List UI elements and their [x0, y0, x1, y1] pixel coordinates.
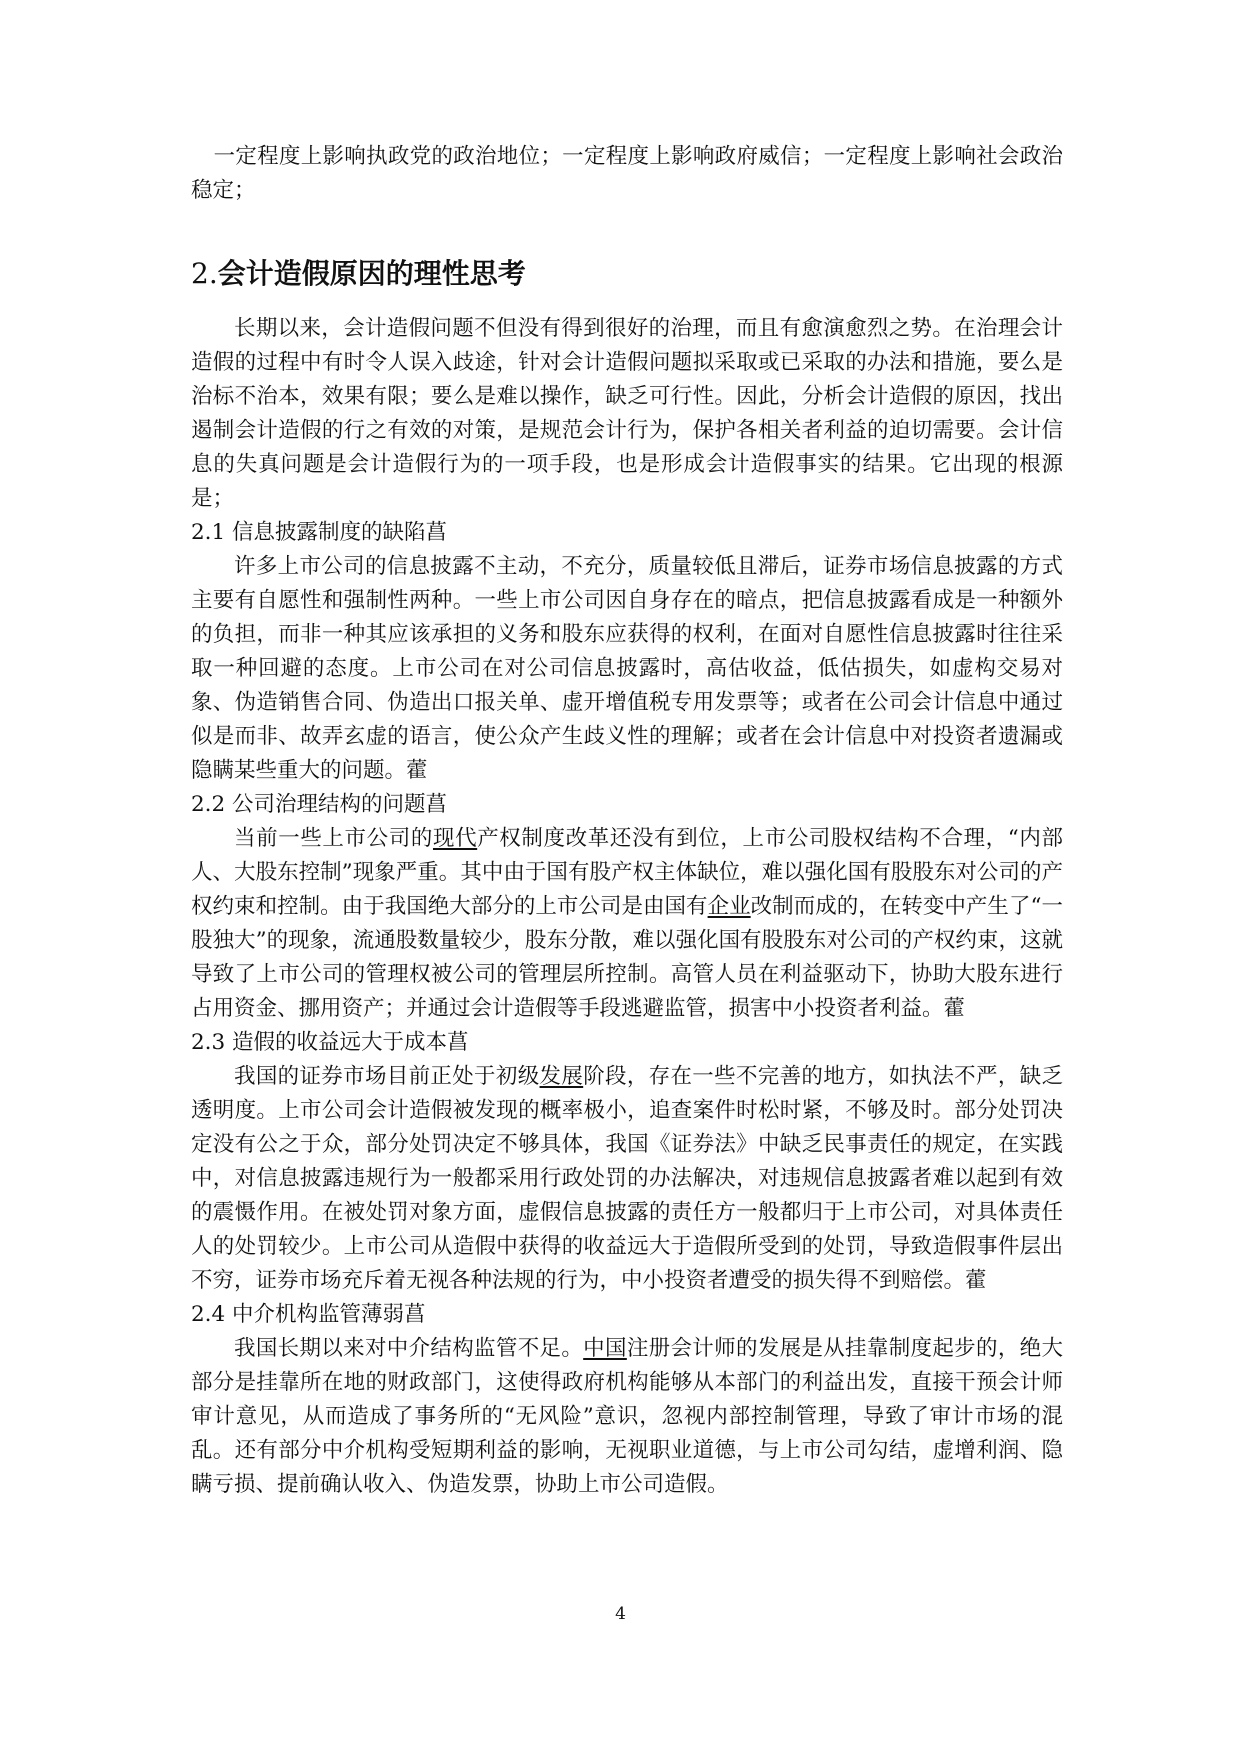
body-text: 我国长期以来对中介结构监管不足。 [234, 1336, 584, 1361]
subsection-heading-2-4: 2.4 中介机构监管薄弱菖 [191, 1302, 426, 1327]
body-text: 产权制度改革还没有到位，上市公司股权结构不合理，“内部人、大股东控制”现象严重。其中由于国有股产权主体缺位，难以强化国有股股东对公司的产权约束和控制。由于我国绝大部分的上市公司是由国有 [191, 826, 1063, 919]
subsection-heading-2-2: 2.2 公司治理结构的问题菖 [191, 792, 448, 817]
page-number: 4 [615, 1604, 626, 1624]
section-title: 会计造假原因的理性思考 [217, 257, 526, 290]
subsection-body-2-1: 许多上市公司的信息披露不主动，不充分，质量较低且滞后，证券市场信息披露的方式主要有自愿性和强制性两种。一些上市公司因自身存在的暗点，把信息披露看成是一种额外的负担，而非一种其应该承担的义务和股东应获得的权利，在面对自愿性信息披露时往往采取一种回避的态度。上市公司在对公司信息披露时，高估收益，低估损失，如虚构交易对象、伪造销售合同、伪造出口报关单、虚开增值税专用发票等；或者在公司会计信息中通过似是而非、故弄玄虚的语言，使公众产生歧义性的理解；或者在会计信息中对投资者遗漏或隐瞒某些重大的问题。藿 [191, 554, 1063, 783]
body-text: 我国的证券市场目前正处于初级 [234, 1064, 540, 1089]
intro-paragraph: 一定程度上影响执政党的政治地位；一定程度上影响政府威信；一定程度上影响社会政治稳定； [191, 144, 1063, 203]
subsection-heading-2-3: 2.3 造假的收益远大于成本菖 [191, 1030, 469, 1055]
document-page [191, 140, 1063, 1502]
subsection-body-2-4 [191, 1332, 1063, 1502]
section-heading [191, 254, 1063, 294]
subsection-body-2-3 [191, 1060, 1063, 1298]
hyperlink-china[interactable]: 中国 [583, 1336, 627, 1361]
body-text: 改制而成的，在转变中产生了“一股独大”的现象，流通股数量较少，股东分散，难以强化国有股股东对公司的产权约束，这就导致了上市公司的管理权被公司的管理层所控制。高管人员在利益驱动下，协助大股东进行占用资金、挪用资产；并通过会计造假等手段逃避监管，损害中小投资者利益。藿 [191, 894, 1063, 1021]
section-intro-paragraph: 长期以来，会计造假问题不但没有得到很好的治理，而且有愈演愈烈之势。在治理会计造假的过程中有时令人误入歧途，针对会计造假问题拟采取或已采取的办法和措施，要么是治标不治本，效果有限；要么是难以操作，缺乏可行性。因此，分析会计造假的原因，找出遏制会计造假的行之有效的对策，是规范会计行为，保护各相关者利益的迫切需要。会计信息的失真问题是会计造假行为的一项手段，也是形成会计造假事实的结果。它出现的根源是； [191, 316, 1063, 511]
body-text: 注册会计师的发展是从挂靠制度起步的，绝大部分是挂靠所在地的财政部门，这使得政府机构能够从本部门的利益出发，直接干预会计师审计意见，从而造成了事务所的“无风险”意识，忽视内部控制管理，导致了审计市场的混乱。还有部分中介机构受短期利益的影响，无视职业道德，与上市公司勾结，虚增利润、隐瞒亏损、提前确认收入、伪造发票，协助上市公司造假。 [191, 1336, 1063, 1497]
body-text: 当前一些上市公司的 [234, 826, 433, 851]
hyperlink-development[interactable]: 发展 [539, 1064, 584, 1089]
hyperlink-enterprise[interactable]: 企业 [707, 894, 751, 919]
hyperlink-modern[interactable]: 现代 [432, 826, 478, 851]
body-text: 阶段，存在一些不完善的地方，如执法不严，缺乏透明度。上市公司会计造假被发现的概率极小，追查案件时松时紧，不够及时。部分处罚决定没有公之于众，部分处罚决定不够具体，我国《证券法》中缺乏民事责任的规定，在实践中，对信息披露违规行为一般都采用行政处罚的办法解决，对违规信息披露者难以起到有效的震慑作用。在被处罚对象方面，虚假信息披露的责任方一般都归于上市公司，对具体责任人的处罚较少。上市公司从造假中获得的收益远大于造假所受到的处罚，导致造假事件层出不穷，证券市场充斥着无视各种法规的行为，中小投资者遭受的损失得不到赔偿。藿 [191, 1064, 1063, 1293]
subsection-body-2-2 [191, 822, 1063, 1026]
section-number: 2. [191, 257, 218, 290]
subsection-heading-2-1: 2.1 信息披露制度的缺陷菖 [191, 520, 448, 545]
